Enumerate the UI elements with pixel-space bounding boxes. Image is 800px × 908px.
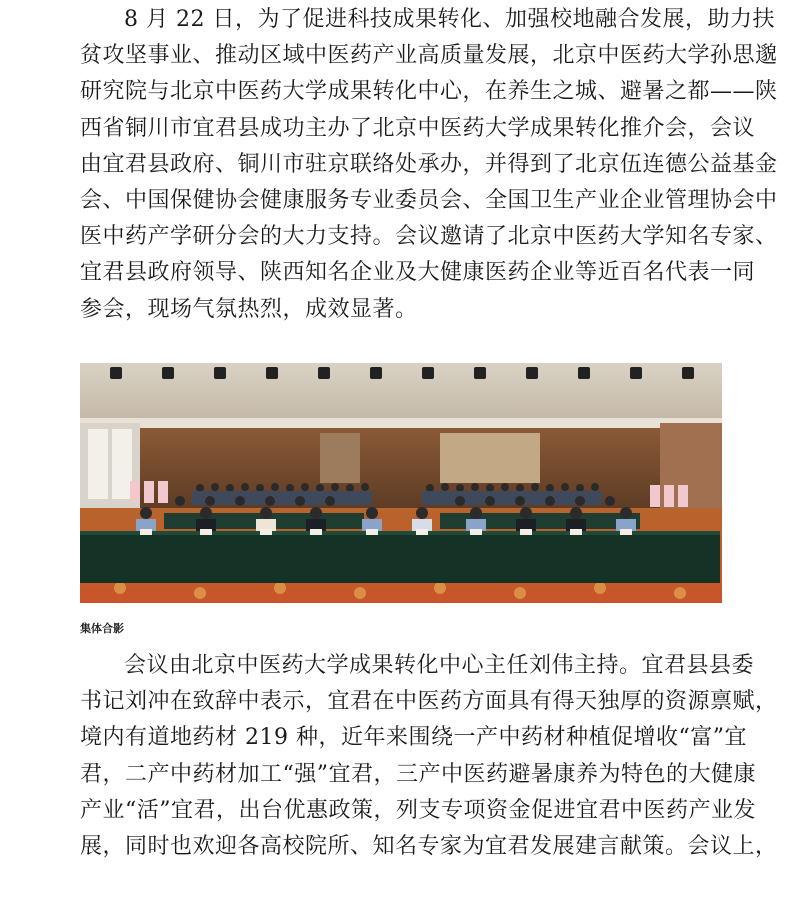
text-line: 君，二产中药材加工“强”宜君，三产中医药避暑康养为特色的大健康	[80, 761, 756, 787]
text-line: 8 月 22 日，为了促进科技成果转化、加强校地融合发展，助力扶	[124, 7, 775, 32]
text-line: 产业“活”宜君，出台优惠政策，列支专项资金促进宜君中医药产业发	[80, 797, 756, 823]
article-body	[80, 0, 778, 328]
text-line: 由宜君县政府、铜川市驻京联络处承办，并得到了北京伍连德公益基金	[80, 151, 778, 177]
text-line: 医中药产学研分会的大力支持。会议邀请了北京中医药大学知名专家、	[80, 224, 778, 250]
text-line: 书记刘冲在致辞中表示，宜君在中医药方面具有得天独厚的资源禀赋，	[80, 689, 778, 715]
text-line: 会议由北京中医药大学成果转化中心主任刘伟主持。宜君县县委	[124, 653, 755, 678]
text-line: 研究院与北京中医药大学成果转化中心，在养生之城、避暑之都——陕	[80, 79, 778, 105]
text-line: 贫攻坚事业、推动区域中医药产业高质量发展，北京中医药大学孙思邈	[80, 43, 778, 69]
paragraph-intro	[80, 0, 778, 328]
photo-caption: 集体合影	[80, 622, 124, 635]
text-line: 参会，现场气氛热烈，成效显著。	[80, 296, 418, 322]
text-line: 西省铜川市宜君县成功主办了北京中医药大学成果转化推介会，会议	[80, 115, 756, 141]
article-body-continued	[80, 648, 778, 865]
text-line: 会、中国保健协会健康服务专业委员会、全国卫生产业企业管理协会中	[80, 188, 778, 214]
paragraph-meeting	[80, 648, 778, 865]
text-line: 宜君县政府领导、陕西知名企业及大健康医药企业等近百名代表一同	[80, 260, 756, 286]
group-photo	[80, 363, 722, 603]
group-photo-illustration	[80, 363, 722, 603]
text-line: 境内有道地药材 219 种，近年来围绕一产中药材种植促增收“富”宜	[80, 725, 747, 751]
text-line: 展，同时也欢迎各高校院所、知名专家为宜君发展建言献策。会议上，	[80, 834, 778, 860]
